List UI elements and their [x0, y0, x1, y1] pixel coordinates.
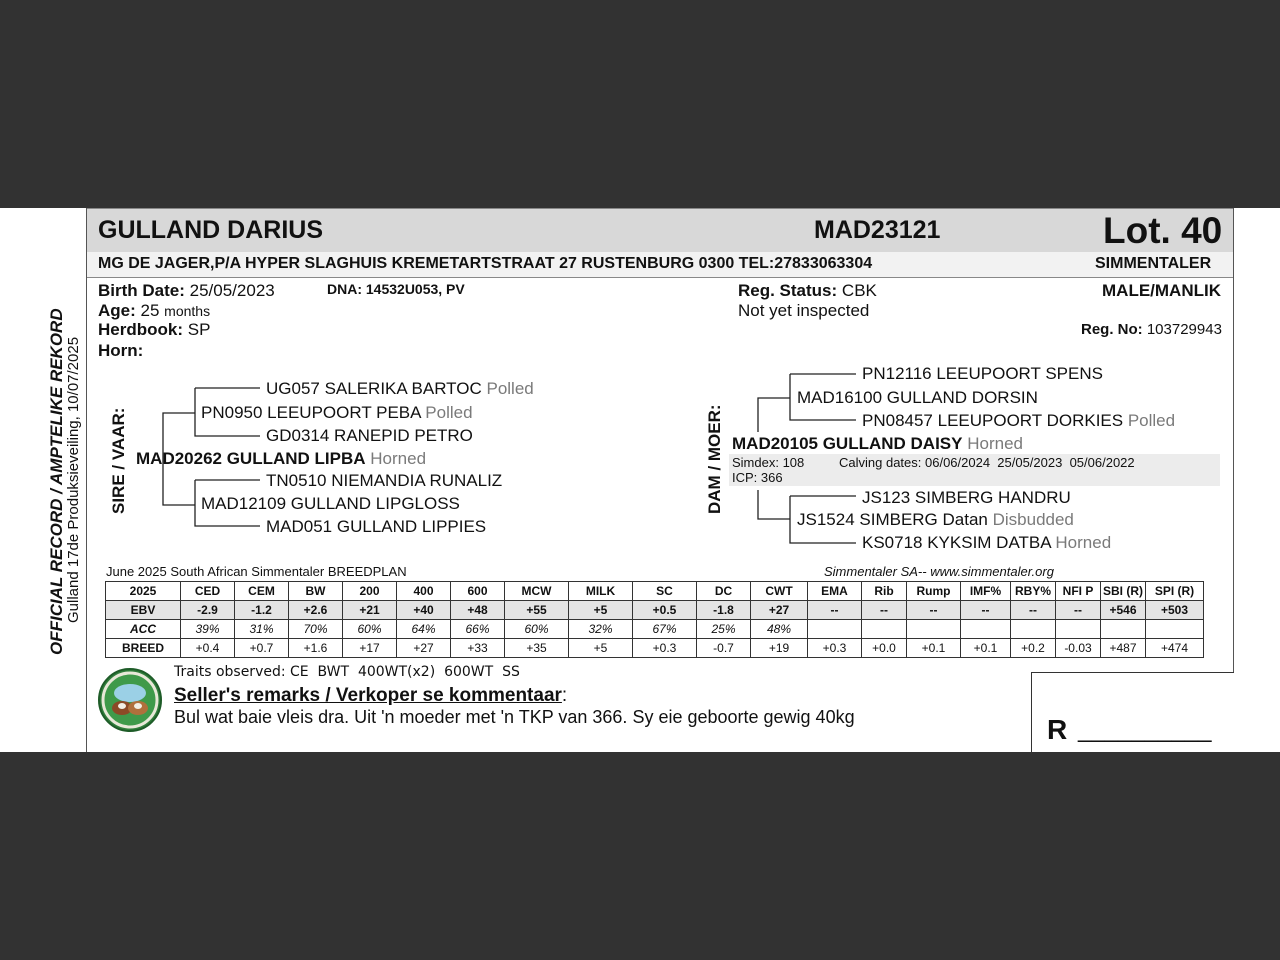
- horn-label: Horn:: [98, 341, 144, 360]
- breedplan-cell: -1.8: [697, 601, 751, 620]
- breedplan-cell: +0.1: [907, 639, 961, 658]
- breedplan-cell: +0.3: [633, 639, 697, 658]
- breedplan-acc-row: [106, 620, 1204, 639]
- sire-sire: [201, 403, 473, 423]
- breedplan-cell: +474: [1146, 639, 1204, 658]
- sire-sire-dam: GD0314 RANEPID PETRO: [266, 426, 473, 445]
- breedplan-cell: -1.2: [235, 601, 289, 620]
- sire-section-label: SIRE / VAAR:: [109, 407, 128, 514]
- breedplan-cell: -0.03: [1056, 639, 1101, 658]
- breedplan-cell: 600: [451, 582, 505, 601]
- breedplan-cell: +27: [751, 601, 808, 620]
- breedplan-cell: 31%: [235, 620, 289, 639]
- breedplan-cell: CED: [181, 582, 235, 601]
- breedplan-cell: --: [961, 601, 1011, 620]
- breedplan-cell: 67%: [633, 620, 697, 639]
- sire: [136, 449, 426, 469]
- birth-date-value: 25/05/2023: [189, 281, 275, 300]
- breedplan-cell: RBY%: [1011, 582, 1056, 601]
- breedplan-cell: CEM: [235, 582, 289, 601]
- breedplan-cell: +17: [343, 639, 397, 658]
- breedplan-cell: +5: [569, 601, 633, 620]
- breedplan-cell: [1146, 620, 1204, 639]
- sale-info: Gulland 17de Produksieveiling, 10/07/2025: [65, 336, 82, 623]
- breedplan-cell: 60%: [505, 620, 569, 639]
- lot-card: [0, 208, 1280, 752]
- sire-name: MAD20262 GULLAND LIPBA: [136, 449, 366, 468]
- pedigree-name: KS0718 KYKSIM DATBA: [862, 533, 1051, 552]
- horn-status: Polled: [486, 379, 534, 398]
- horn-status: Horned: [967, 434, 1023, 453]
- horn-status: Disbudded: [992, 510, 1074, 529]
- animal-reg-code: MAD23121: [814, 216, 941, 244]
- breedplan-cell: BW: [289, 582, 343, 601]
- breedplan-cell: 66%: [451, 620, 505, 639]
- breedplan-website: Simmentaler SA-- www.simmentaler.org: [824, 564, 1054, 579]
- reg-status-value: CBK: [841, 281, 877, 300]
- sire-dam-sire: TN0510 NIEMANDIA RUNALIZ: [266, 471, 503, 490]
- breedplan-cell: +55: [505, 601, 569, 620]
- breedplan-cell: +21: [343, 601, 397, 620]
- sire-dam-dam: MAD051 GULLAND LIPPIES: [266, 517, 487, 536]
- horn-status: Polled: [1127, 411, 1176, 430]
- dam-name: MAD20105 GULLAND DAISY: [732, 434, 963, 453]
- dam-sire-dam: [862, 411, 1175, 431]
- breedplan-ebv-row: [106, 601, 1204, 620]
- breedplan-cell: -2.9: [181, 601, 235, 620]
- breedplan-cell: SC: [633, 582, 697, 601]
- breedplan-cell: MCW: [505, 582, 569, 601]
- age-value: 25: [140, 301, 160, 320]
- breedplan-cell: +1.6: [289, 639, 343, 658]
- remarks-title: Seller's remarks / Verkoper se kommentaar: [174, 685, 562, 706]
- breedplan-cell: 400: [397, 582, 451, 601]
- dam-calving-dates: Calving dates: 06/06/2024 25/05/2023 05/06/2022: [839, 455, 1135, 470]
- dam-sire-sire: PN12116 LEEUPOORT SPENS: [862, 364, 1103, 383]
- breedplan-cell: SPI (R): [1146, 582, 1204, 601]
- price-label: R: [1047, 714, 1068, 745]
- breedplan-cell: 64%: [397, 620, 451, 639]
- breedplan-cell: +5: [569, 639, 633, 658]
- dam-icp: ICP: 366: [732, 470, 783, 485]
- breedplan-cell: +487: [1101, 639, 1146, 658]
- age-unit: months: [164, 303, 211, 319]
- herdbook-label: Herdbook:: [98, 320, 183, 339]
- breedplan-cell: --: [862, 601, 907, 620]
- breedplan-cell: --: [907, 601, 961, 620]
- breedplan-cell: +0.4: [181, 639, 235, 658]
- pedigree-name: PN08457 LEEUPOORT DORKIES: [862, 411, 1124, 430]
- sire-sire-sire: [266, 379, 534, 399]
- breedplan-row-label: EBV: [106, 601, 181, 620]
- breedplan-cell: --: [808, 601, 862, 620]
- breedplan-cell: +546: [1101, 601, 1146, 620]
- inspection-status: Not yet inspected: [738, 301, 870, 320]
- breedplan-cell: [1101, 620, 1146, 639]
- breedplan-cell: +0.5: [633, 601, 697, 620]
- breedplan-cell: +40: [397, 601, 451, 620]
- breedplan-cell: MILK: [569, 582, 633, 601]
- breedplan-cell: 48%: [751, 620, 808, 639]
- breedplan-cell: 70%: [289, 620, 343, 639]
- breedplan-cell: +2.6: [289, 601, 343, 620]
- horn-status: Horned: [1055, 533, 1112, 552]
- breedplan-row-label: 2025: [106, 582, 181, 601]
- breed-name: SIMMENTALER: [1095, 255, 1212, 272]
- breedplan-cell: NFI P: [1056, 582, 1101, 601]
- breedplan-cell: EMA: [808, 582, 862, 601]
- herdbook-value: SP: [187, 320, 211, 339]
- price-entry-line[interactable]: __________: [1078, 716, 1212, 743]
- sire-dam: MAD12109 GULLAND LIPGLOSS: [201, 494, 460, 513]
- breedplan-cell: [907, 620, 961, 639]
- dam-sire: MAD16100 GULLAND DORSIN: [797, 388, 1038, 407]
- breedplan-cell: +0.7: [235, 639, 289, 658]
- breedplan-cell: +48: [451, 601, 505, 620]
- sex: MALE/MANLIK: [1102, 281, 1221, 300]
- breedplan-cell: 60%: [343, 620, 397, 639]
- dam-simdex: Simdex: 108: [732, 455, 805, 470]
- reg-no-label: Reg. No:: [1081, 321, 1143, 338]
- breedplan-cell: SBI (R): [1101, 582, 1146, 601]
- remarks-colon: :: [561, 685, 568, 706]
- lot-number: Lot. 40: [1103, 210, 1223, 251]
- dna-info: DNA: 14532U053, PV: [327, 281, 465, 297]
- breedplan-cell: +19: [751, 639, 808, 658]
- breedplan-cell: [808, 620, 862, 639]
- breedplan-row-label: ACC: [106, 620, 181, 639]
- breedplan-cell: +0.1: [961, 639, 1011, 658]
- reg-no-value: 103729943: [1146, 321, 1222, 338]
- breedplan-cell: 200: [343, 582, 397, 601]
- remarks-heading: [174, 685, 567, 707]
- simmentaler-logo: [98, 668, 162, 732]
- pedigree-name: JS1524 SIMBERG Datan: [797, 510, 988, 529]
- breedplan-cell: IMF%: [961, 582, 1011, 601]
- breedplan-row-label: BREED: [106, 639, 181, 658]
- breedplan-cell: Rump: [907, 582, 961, 601]
- breedplan-cell: +27: [397, 639, 451, 658]
- breedplan-cell: 39%: [181, 620, 235, 639]
- age-label: Age:: [98, 301, 136, 320]
- dam-dam: [797, 510, 1074, 530]
- seller-info: MG DE JAGER,P/A HYPER SLAGHUIS KREMETARTSTRAAT 27 RUSTENBURG 0300 TEL:27833063304: [98, 255, 873, 272]
- breedplan-cell: 25%: [697, 620, 751, 639]
- breedplan-cell: +0.2: [1011, 639, 1056, 658]
- breedplan-header-row: [106, 582, 1204, 601]
- dam: [732, 434, 1023, 454]
- remarks-text: Bul wat baie vleis dra. Uit 'n moeder met 'n TKP van 366. Sy eie geboorte gewig 40kg: [174, 707, 855, 727]
- breedplan-cell: +33: [451, 639, 505, 658]
- breedplan-cell: [1011, 620, 1056, 639]
- birth-date-label: Birth Date:: [98, 281, 185, 300]
- breedplan-cell: -0.7: [697, 639, 751, 658]
- breedplan-cell: --: [1011, 601, 1056, 620]
- breedplan-cell: [862, 620, 907, 639]
- breedplan-title: June 2025 South African Simmentaler BREEDPLAN: [106, 564, 407, 579]
- traits-observed: Traits observed: CE BWT 400WT(x2) 600WT SS: [174, 664, 520, 680]
- animal-name: GULLAND DARIUS: [98, 216, 323, 244]
- breedplan-cell: +0.0: [862, 639, 907, 658]
- pedigree-name: PN0950 LEEUPOORT PEBA: [201, 403, 421, 422]
- breedplan-cell: 32%: [569, 620, 633, 639]
- breedplan-cell: +0.3: [808, 639, 862, 658]
- horn-status: Polled: [425, 403, 473, 422]
- horn-status: Horned: [370, 449, 427, 468]
- official-record-label: OFFICIAL RECORD / AMPTELIKE REKORD: [47, 308, 66, 655]
- reg-status-label: Reg. Status:: [738, 281, 838, 300]
- breedplan-cell: CWT: [751, 582, 808, 601]
- breedplan-cell: Rib: [862, 582, 907, 601]
- dam-dam-dam: [862, 533, 1111, 553]
- breedplan-cell: [1056, 620, 1101, 639]
- pedigree-name: UG057 SALERIKA BARTOC: [266, 379, 482, 398]
- breedplan-breed-row: [106, 639, 1204, 658]
- breedplan-cell: DC: [697, 582, 751, 601]
- breedplan-cell: +503: [1146, 601, 1204, 620]
- breedplan-cell: [961, 620, 1011, 639]
- breedplan-cell: --: [1056, 601, 1101, 620]
- breedplan-cell: +35: [505, 639, 569, 658]
- dam-dam-sire: JS123 SIMBERG HANDRU: [862, 488, 1071, 507]
- dam-section-label: DAM / MOER:: [705, 404, 724, 514]
- breedplan-table: [105, 581, 1204, 658]
